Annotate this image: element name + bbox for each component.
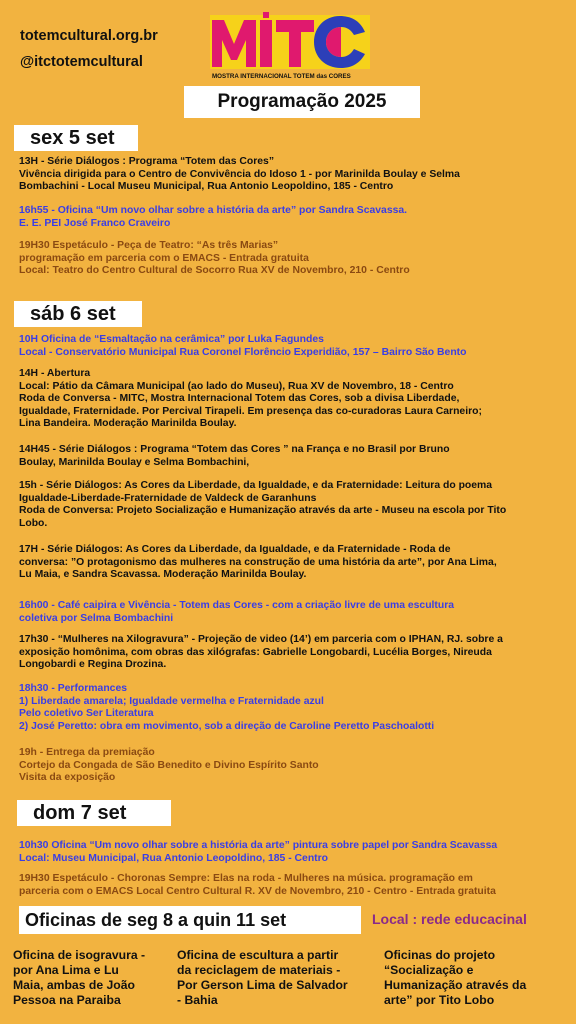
- event-line: exposição homônima, com obras das xilógrafas: Gabrielle Longobardi, Lucélia Borges, Nireuda: [19, 646, 492, 658]
- workshop-item-socializacao: [384, 948, 526, 1008]
- event-line: Boulay, Marinilda Boulay e Selma Bombachini,: [19, 456, 250, 468]
- event-line: conversa: ”O protagonismo das mulheres na construção de uma história da arte”, por Ana Lima,: [19, 556, 497, 568]
- event-line: Pelo coletivo Ser Literatura: [19, 708, 154, 720]
- event-fri-13h: [19, 156, 566, 194]
- event-line: 16h00 - Café caipira e Vivência - Totem das Cores - com a criação livre de uma escultura: [19, 600, 455, 611]
- event-line: 18h30 - Performances: [19, 683, 128, 694]
- event-line: parceria com o EMACS Local Centro Cultural R. XV de Novembro, 210 - Centro - Entrada gratuita: [19, 885, 496, 897]
- event-line: Lobo.: [19, 517, 48, 529]
- event-sat-17h: [19, 544, 566, 582]
- event-line: Vivência dirigida para o Centro de Convivência do Idoso 1 - por Marinilda Boulay e Selma: [19, 168, 460, 180]
- event-line: 15h - Série Diálogos: As Cores da Liberdade, da Igualdade, e da Fraternidade: Leitura do poema: [19, 480, 493, 491]
- event-line: coletiva por Selma Bombachini: [19, 612, 174, 624]
- event-line: Bombachini - Local Museu Municipal, Rua Antonio Leopoldino, 185 - Centro: [19, 181, 394, 193]
- event-line: 19h - Entrega da premiação: [19, 747, 155, 758]
- event-line: 10H Oficina de “Esmaltação na cerâmica” por Luka Fagundes: [19, 334, 324, 345]
- event-line: Cortejo da Congada de São Benedito e Divino Espírito Santo: [19, 759, 319, 771]
- event-sat-14h: [19, 368, 566, 431]
- workshop-line: Oficina de isogravura -: [13, 948, 146, 962]
- workshops-local: Local : rede educacinal: [372, 911, 527, 927]
- event-sun-19h30: [19, 873, 566, 898]
- workshop-line: “Socialização e: [384, 963, 474, 977]
- workshop-line: Maia, ambas de João: [13, 978, 135, 992]
- event-line: 14H - Abertura: [19, 368, 91, 379]
- social-handle[interactable]: @itctotemcultural: [20, 54, 143, 70]
- workshop-line: Humanização através da: [384, 978, 527, 992]
- event-sat-17h30: [19, 634, 566, 672]
- day-heading-sun: dom 7 set: [17, 800, 171, 826]
- event-fri-19h30: [19, 240, 566, 278]
- event-line: 1) Liberdade amarela; Igualdade vermelha e Fraternidade azul: [19, 695, 324, 707]
- event-line: 17h30 - “Mulheres na Xilogravura” - Projeção de video (14’) em parceria com o IPHAN, RJ. sobre a: [19, 634, 503, 645]
- event-sun-10h30: [19, 840, 566, 865]
- day-heading-sat: sáb 6 set: [14, 301, 142, 327]
- site-url[interactable]: totemcultural.org.br: [20, 28, 158, 44]
- workshop-item-escultura: [177, 948, 348, 1008]
- program-title: Programação 2025: [184, 86, 420, 118]
- logo-caption: MOSTRA INTERNACIONAL TOTEM das CORES: [212, 73, 351, 80]
- event-line: Roda de Conversa - MITC, Mostra Internacional Totem das Cores, sob a divisa Liberdade,: [19, 393, 460, 405]
- event-line: Local: Museu Municipal, Rua Antonio Leopoldino, 185 - Centro: [19, 852, 329, 864]
- workshop-line: Pessoa na Paraiba: [13, 993, 121, 1007]
- workshop-line: Por Gerson Lima de Salvador: [177, 978, 348, 992]
- event-line: 17H - Série Diálogos: As Cores da Liberdade, da Igualdade, e da Fraternidade - Roda de: [19, 544, 451, 555]
- event-sat-10h: [19, 334, 566, 359]
- event-line: Lina Bandeira. Moderação Marinilda Boulay.: [19, 418, 237, 430]
- workshop-line: Oficinas do projeto: [384, 948, 496, 962]
- event-line: Visita da exposição: [19, 772, 116, 784]
- event-line: programação em parceria com o EMACS - Entrada gratuita: [19, 252, 309, 264]
- workshops-title: Oficinas de seg 8 a quin 11 set: [19, 906, 361, 934]
- event-line: 13H - Série Diálogos : Programa “Totem das Cores”: [19, 156, 275, 167]
- workshop-line: por Ana Lima e Lu: [13, 963, 119, 977]
- event-line: E. E. PEI José Franco Craveiro: [19, 217, 171, 229]
- event-line: Local: Teatro do Centro Cultural de Socorro Rua XV de Novembro, 210 - Centro: [19, 265, 410, 277]
- day-heading-fri: sex 5 set: [14, 125, 138, 151]
- event-line: Lu Maia, e Sandra Scavassa. Moderação Marinilda Boulay.: [19, 569, 307, 581]
- event-line: Igualdade-Liberdade-Fraternidade de Valdeck de Garanhuns: [19, 492, 317, 504]
- workshop-item-isogravura: [13, 948, 145, 1008]
- event-sat-18h30: [19, 683, 566, 733]
- event-line: 10h30 Oficina “Um novo olhar sobre a história da arte” pintura sobre papel por Sandra Scavassa: [19, 840, 498, 851]
- workshop-line: da reciclagem de materiais -: [177, 963, 341, 977]
- event-line: 19H30 Espetáculo - Peça de Teatro: “As três Marias”: [19, 240, 279, 251]
- event-sat-16h00: [19, 600, 566, 625]
- event-line: 19H30 Espetáculo - Choronas Sempre: Elas na roda - Mulheres na música. programação em: [19, 873, 473, 884]
- workshop-line: arte” por Tito Lobo: [384, 993, 495, 1007]
- event-sat-15h: [19, 480, 566, 530]
- mitc-logo: [210, 12, 370, 82]
- event-line: Local: Pátio da Câmara Municipal (ao lado do Museu), Rua XV de Novembro, 18 - Centro: [19, 380, 454, 392]
- workshop-line: Oficina de escultura a partir: [177, 948, 339, 962]
- event-sat-14h45: [19, 444, 566, 469]
- event-sat-19h: [19, 747, 566, 785]
- event-line: Igualdade, Fraternidade. Por Percival Tirapeli. Em presença das co-curadoras Laura Carneiro;: [19, 405, 482, 417]
- event-line: 2) José Peretto: obra em movimento, sob a direção de Caroline Peretto Paschoalotti: [19, 720, 435, 732]
- event-line: 14H45 - Série Diálogos : Programa “Totem das Cores ” na França e no Brasil por Bruno: [19, 444, 450, 455]
- event-fri-16h55: [19, 205, 566, 230]
- workshop-line: - Bahia: [177, 993, 218, 1007]
- event-line: Local - Conservatório Municipal Rua Coronel Florêncio Experidião, 157 – Bairro São Bento: [19, 346, 467, 358]
- event-line: Longobardi e Regina Drozina.: [19, 659, 167, 671]
- event-line: 16h55 - Oficina “Um novo olhar sobre a história da arte” por Sandra Scavassa.: [19, 205, 408, 216]
- event-line: Roda de Conversa: Projeto Socialização e Humanização através da arte - Museu na escola por Tito: [19, 505, 507, 517]
